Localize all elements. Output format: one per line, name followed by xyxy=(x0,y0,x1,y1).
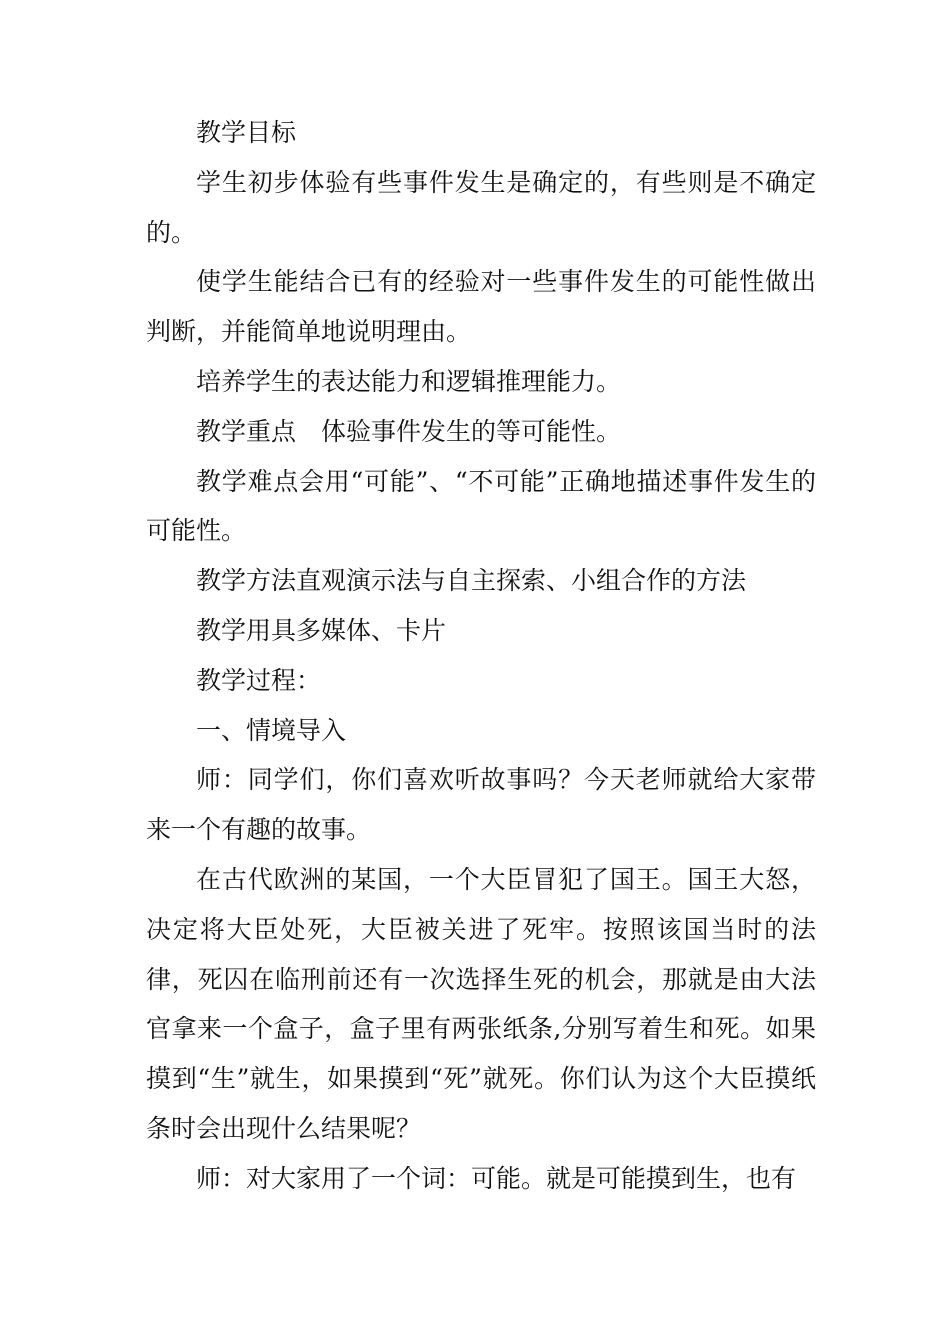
teacher-dialogue-1: 师：同学们，你们喜欢听故事吗？今天老师就给大家带来一个有趣的故事。 xyxy=(146,765,816,845)
goal-paragraph-2: 使学生能结合已有的经验对一些事件发生的可能性做出判断，并能简单地说明理由。 xyxy=(146,267,816,347)
goal-paragraph-3: 培养学生的表达能力和逻辑推理能力。 xyxy=(196,366,622,396)
teaching-key-point: 教学重点 体验事件发生的等可能性。 xyxy=(196,416,622,446)
teacher-dialogue-2: 师：对大家用了一个词：可能。就是可能摸到生，也有 xyxy=(196,1163,797,1193)
section-situation-intro: 一、情境导入 xyxy=(196,715,347,745)
teaching-aids: 教学用具多媒体、卡片 xyxy=(196,615,447,645)
heading-teaching-process: 教学过程： xyxy=(196,665,322,695)
story-paragraph: 在古代欧洲的某国，一个大臣冒犯了国王。国王大怒，决定将大臣处死，大臣被关进了死牢。按照该国当时的法律，死囚在临刑前还有一次选择生死的机会，那就是由大法官拿来一个盒子，盒子里有两张纸条,分别写着生和死。如果摸到“生”就生，如果摸到“死”就死。你们认为这个大臣摸纸条时会出现什么结果呢？ xyxy=(146,864,816,1143)
teaching-difficulty: 教学难点会用“可能”、“不可能”正确地描述事件发生的可能性。 xyxy=(146,466,816,546)
heading-teaching-goals: 教学目标 xyxy=(196,118,297,147)
document-body xyxy=(146,108,816,1204)
goal-paragraph-1: 学生初步体验有些事件发生是确定的，有些则是不确定的。 xyxy=(146,167,816,247)
teaching-method: 教学方法直观演示法与自主探索、小组合作的方法 xyxy=(196,566,747,596)
